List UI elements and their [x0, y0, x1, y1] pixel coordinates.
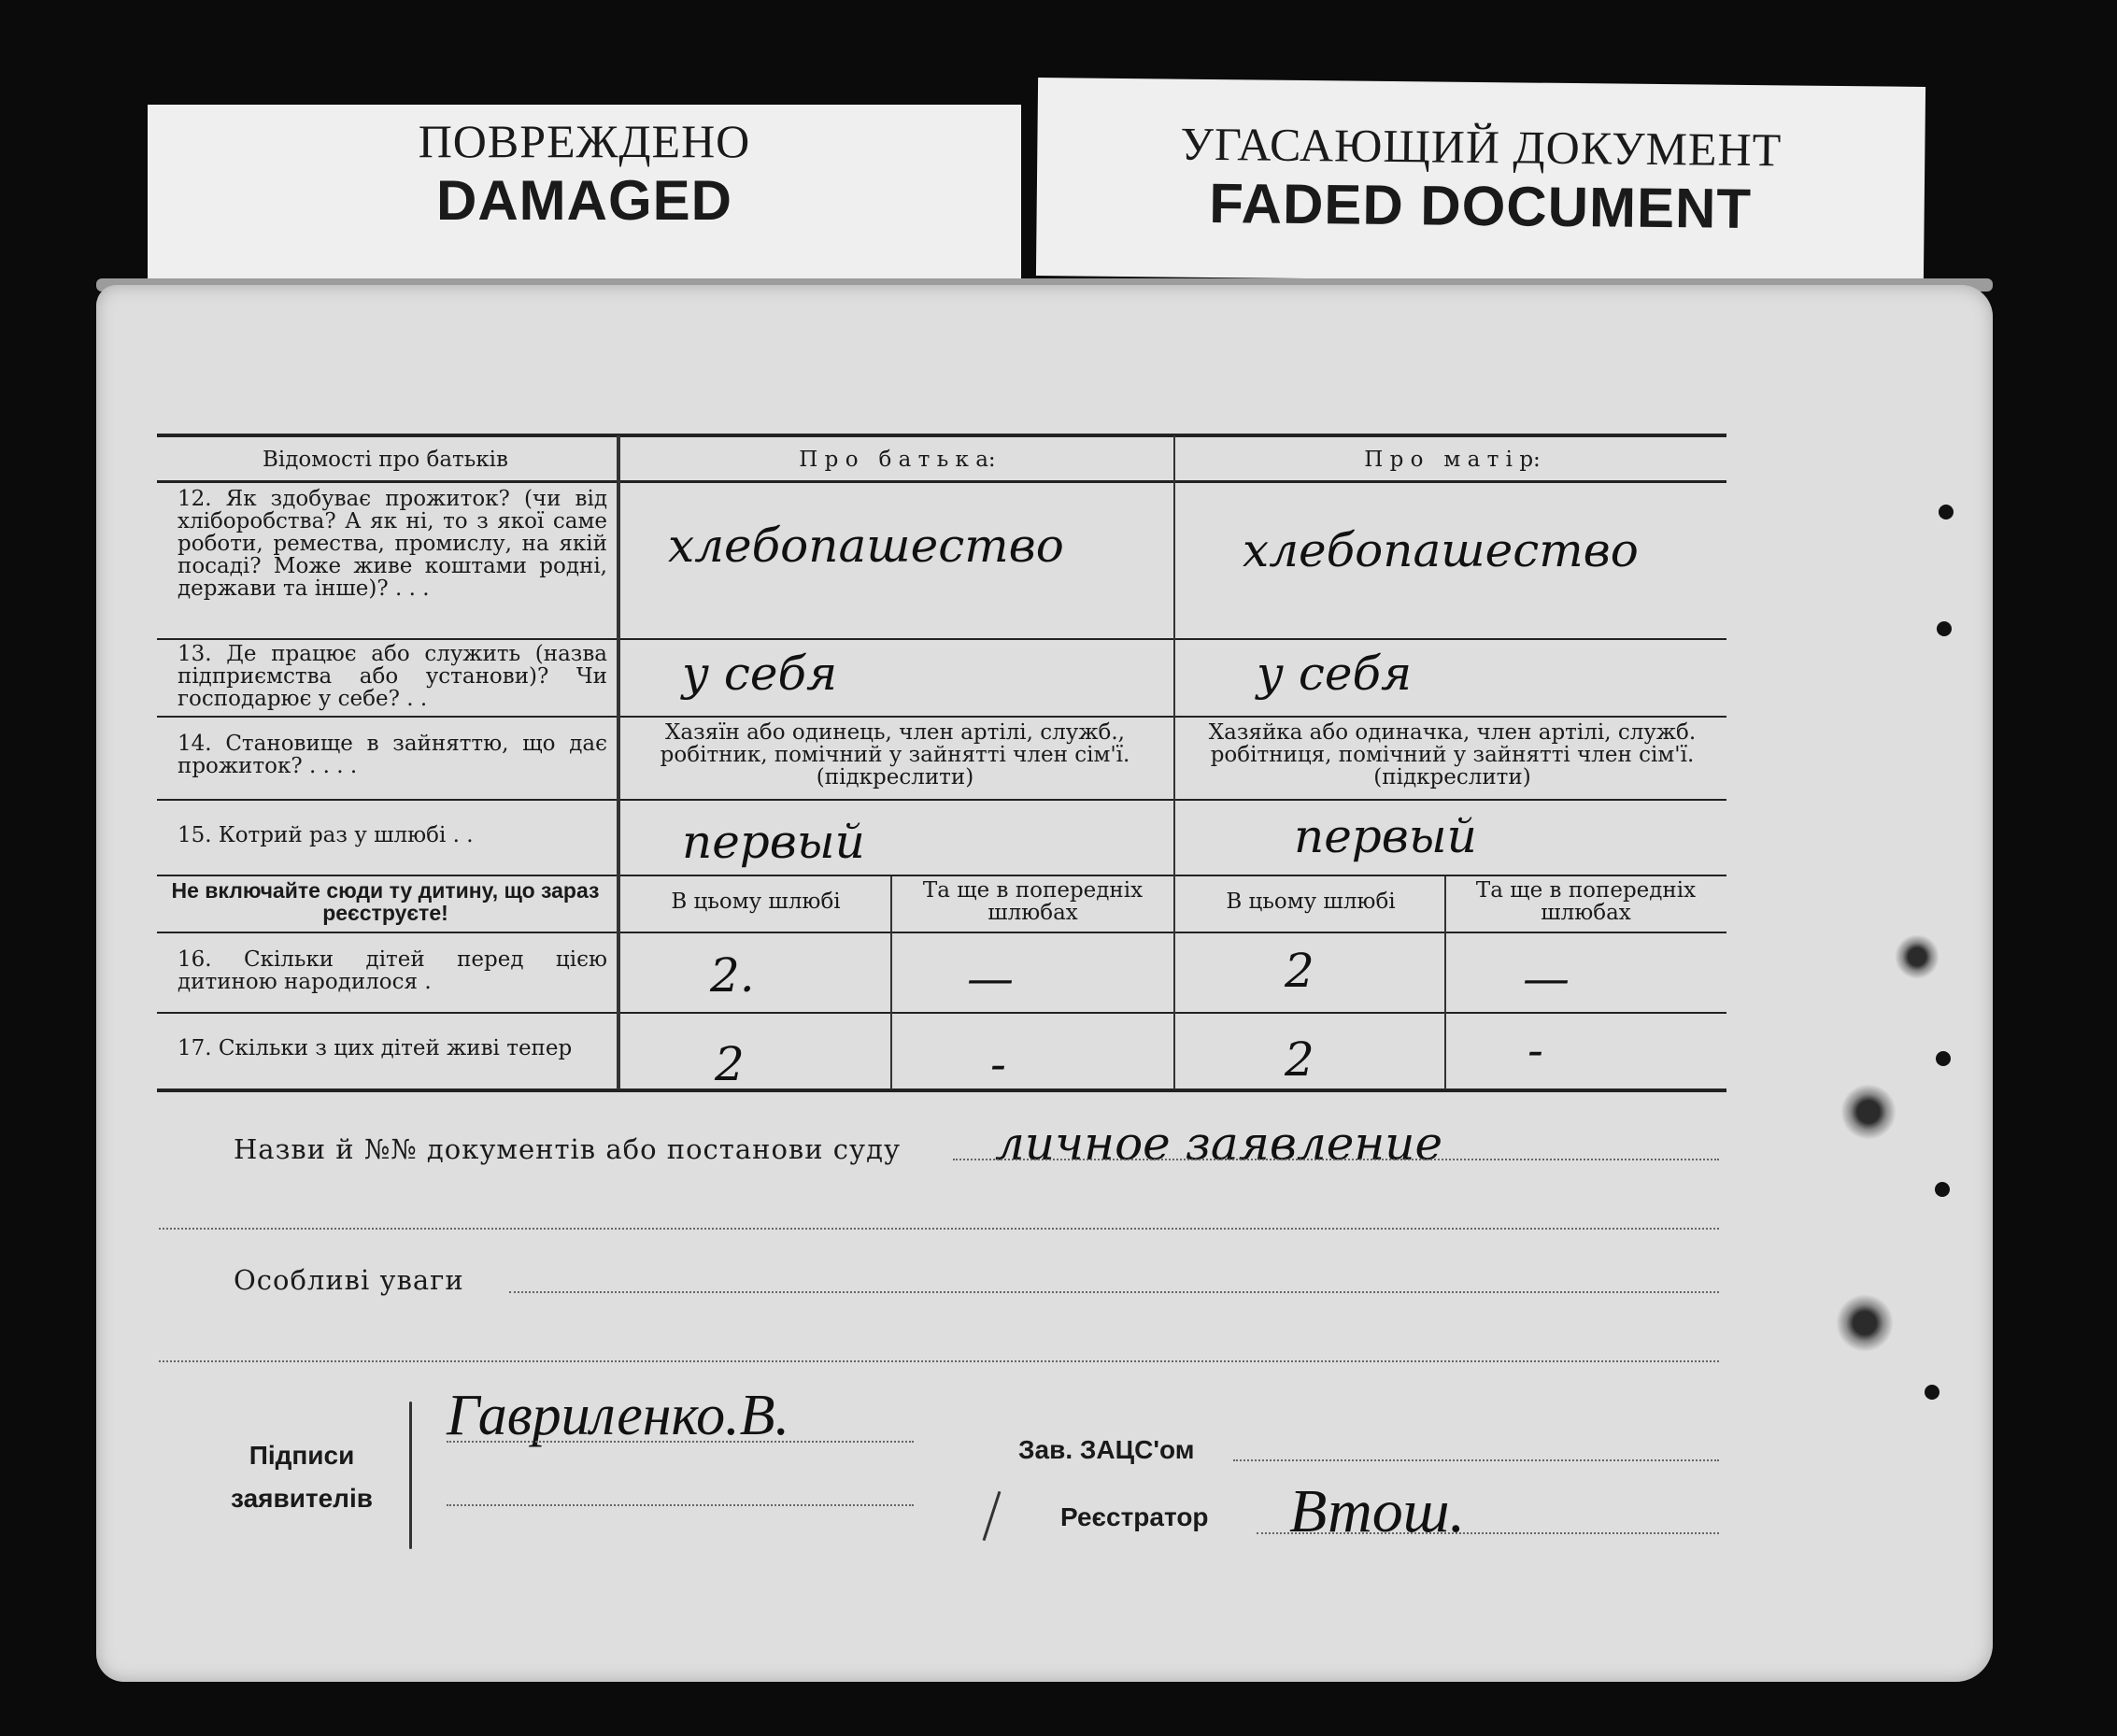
notes-dotted-line: [509, 1291, 1719, 1293]
row14-mother-options: Хазяйка або одиначка, член артілі, служб. робітниця, помічний у зайнятті член сім'ї. (підкреслити): [1208, 720, 1697, 790]
header-mother: П р о м а т і р:: [1364, 448, 1541, 472]
row17-father-prev: -: [990, 1037, 1006, 1091]
row16-label: 16. Скільки дітей перед цією дитиною народилося .: [178, 947, 607, 994]
applicant-signature: Гавриленко.В.: [447, 1384, 790, 1447]
row15-rule: [157, 875, 1726, 876]
paper-tear-3: [1836, 1294, 1894, 1352]
notes-dotted-line-2: [159, 1360, 1719, 1362]
binding-hole-1: [1939, 505, 1954, 519]
row15-label: 15. Котрий раз у шлюбі . .: [178, 823, 474, 847]
row16-mother-prev: —: [1523, 951, 1570, 1005]
binding-hole-2: [1937, 621, 1952, 636]
faded-label-ru: УГАСАЮЩИЙ ДОКУМЕНТ: [1180, 117, 1783, 177]
applicant-signature-line-2: [447, 1504, 914, 1506]
row13-label: 13. Де працює або служить (назва підприємства або установи)? Чи господарює у себе? . .: [178, 642, 607, 711]
binding-hole-4: [1935, 1182, 1950, 1197]
head-label: Зав. ЗАЦС'ом: [1018, 1435, 1195, 1464]
father-this-marriage-header: В цьому шлюбі: [671, 889, 841, 914]
binding-hole-5: [1925, 1385, 1939, 1400]
binding-hole-3: [1936, 1051, 1951, 1066]
registrar-label: Реєстратор: [1060, 1502, 1209, 1531]
paper-tear-1: [1895, 934, 1939, 979]
father-previous-header: Та ще в попередніх шлюбах: [922, 878, 1144, 925]
row17-mother-prev: -: [1527, 1023, 1543, 1077]
mother-this-marriage-header: В цьому шлюбі: [1226, 889, 1396, 914]
header-father: П р о б а т ь к а:: [799, 448, 996, 472]
row16-mother-this: 2: [1285, 944, 1314, 998]
row12-label: 12. Як здобуває прожиток? (чи від хліборобства? А як ні, то з якої саме роботи, ремества, промислу, на якій посаді? Може живе коштами родні, держави та інше)? . . .: [178, 487, 607, 601]
row15-mother-value: первый: [1294, 809, 1477, 863]
warning-note: Не включайте сюди ту дитину, що зараз реєструєте!: [171, 878, 600, 925]
row13-mother-value: у себя: [1257, 647, 1413, 701]
applicant-signature-line: [447, 1441, 914, 1443]
signatures-brace: [409, 1402, 412, 1549]
row17-mother-this: 2: [1285, 1032, 1314, 1087]
paper-tear-2: [1840, 1084, 1897, 1140]
row16-rule: [157, 1012, 1726, 1014]
row12-rule: [157, 638, 1726, 640]
row12-father-value: хлебопашество: [668, 519, 1064, 573]
mother-previous-header: Та ще в попередніх шлюбах: [1475, 878, 1697, 925]
row17-father-this: 2: [715, 1037, 745, 1091]
row15-father-value: первый: [682, 815, 865, 869]
signatures-label: Підписи заявителів: [231, 1441, 373, 1513]
faded-document-label-tag: [1036, 78, 1925, 285]
row13-rule: [157, 716, 1726, 718]
head-signature-line: [1233, 1459, 1719, 1461]
col-divider-2: [1173, 435, 1175, 1089]
col-divider-mother-sub: [1444, 876, 1446, 1089]
registrar-signature-line: [1257, 1532, 1719, 1534]
row12-mother-value: хлебопашество: [1243, 523, 1639, 577]
damaged-label-ru: ПОВРЕЖДЕНО: [418, 115, 751, 167]
header-rule: [157, 480, 1726, 483]
damaged-label-en: DAMAGED: [436, 169, 732, 232]
documents-dotted-line: [953, 1159, 1719, 1160]
faded-label-en: FADED DOCUMENT: [1209, 171, 1753, 241]
registrar-signature: Втош.: [1289, 1477, 1466, 1545]
row16-father-prev: —: [967, 951, 1014, 1005]
row14-rule: [157, 799, 1726, 801]
damaged-label-tag: [148, 105, 1021, 280]
documents-value: личное заявление: [995, 1117, 1443, 1171]
row14-label: 14. Становище в зайняттю, що дає прожиток? . . . .: [178, 732, 607, 778]
table-top-rule: [157, 434, 1726, 437]
notes-label: Особливі уваги: [234, 1264, 464, 1296]
documents-dotted-line-2: [159, 1228, 1719, 1230]
col-divider-1: [617, 435, 620, 1089]
col-divider-father-sub: [890, 876, 892, 1089]
row13-father-value: у себя: [682, 647, 838, 701]
documents-label: Назви й №№ документів або постанови суду: [234, 1133, 902, 1165]
table-bottom-rule: [157, 1089, 1726, 1092]
row16-father-this: 2.: [710, 948, 755, 1003]
row17-label: 17. Скільки з цих дітей живі тепер: [178, 1036, 573, 1060]
row14-father-options: Хазяїн або одинець, член артілі, служб., робітник, помічний у зайнятті член сім'ї. (підкреслити): [660, 720, 1130, 790]
header-parents-info: Відомості про батьків: [263, 448, 508, 472]
subheader-rule: [157, 932, 1726, 933]
